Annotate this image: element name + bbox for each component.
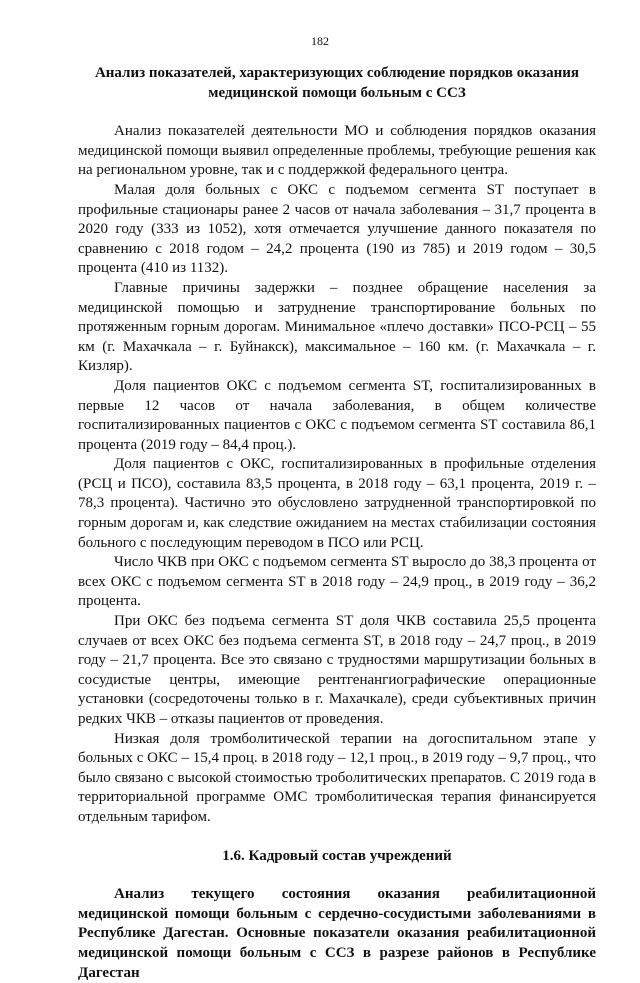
paragraph-6: Число ЧКВ при ОКС с подъемом сегмента ST выросло до 38,3 процента от всех ОКС с подъемом сегмента ST в 2018 году – 24,9 проц., в 2019 году – 36,2 процента. <box>78 554 596 610</box>
paragraph-5: Доля пациентов с ОКС, госпитализированных в профильные отделения (РСЦ и ПСО), составила 83,5 процента, в 2018 году – 63,1 процента, 2019 г. – 78,3 процента). Частично это обусловлено затрудненной транспортировкой по горным дорогам и, как следствие ожиданием на местах стабилизации состояния больного с последующим переводом в ПСО или РСЦ. <box>78 456 596 551</box>
paragraph-3: Главные причины задержки – позднее обращение населения за медицинской помощью и затруднение транспортирование больных по протяженным горным дорогам. Минимальное «плечо доставки» ПСО-РСЦ – 55 км (г. Махачкала – г. Буйнакск), максимальное – 160 км. (г. Махачкала – г. Кизляр). <box>78 279 596 375</box>
page-content <box>78 64 596 983</box>
subsection-bold-paragraph: Анализ текущего состояния оказания реабилитационной медицинской помощи больным с сердечно-сосудистыми заболеваниями в Республике Дагестан. Основные показатели оказания реабилитационной медицинской помощи больным с ССЗ в разрезе районов в Республике Дагестан <box>78 886 596 981</box>
paragraph-7: При ОКС без подъема сегмента ST доля ЧКВ составила 25,5 процента случаев от всех ОКС без подъема сегмента ST, в 2018 году – 24,7 проц., в 2019 году – 21,7 процента. Все это связано с трудностями маршрутизации больных в сосудистые центры, имеющие рентгенангиографические операционные установки (сосредоточены только в г. Махачкале), среди субъективных причин редких ЧКВ – отказы пациентов от проведения. <box>78 613 596 727</box>
paragraph-2: Малая доля больных с ОКС с подъемом сегмента ST поступает в профильные стационары ранее 2 часов от начала заболевания – 31,7 процента в 2020 году (333 из 1052), хотя отмечается улучшение данного показателя по сравнению с 2018 годом – 24,2 процента (190 из 785) и 2019 годом – 30,5 процента (410 из 1132). <box>78 181 596 277</box>
subsection-title: 1.6. Кадровый состав учреждений <box>222 847 452 864</box>
paragraph-4: Доля пациентов ОКС с подъемом сегмента ST, госпитализированных в первые 12 часов от начала заболевания, в общем количестве госпитализированных пациентов с ОКС с подъемом сегмента ST составила 86,1 процента (2019 году – 84,4 проц.). <box>78 377 596 453</box>
paragraph-8: Низкая доля тромболитической терапии на догоспитальном этапе у больных с ОКС – 15,4 проц. в 2018 году – 12,1 проц., в 2019 году – 9,7 проц., что было связано с высокой стоимостью троболитических препаратов. С 2019 года в территориальной программе ОМС тромболитическая терапия финансируется отдельным тарифом. <box>78 730 596 825</box>
page-number: 182 <box>311 34 329 48</box>
paragraph-1: Анализ показателей деятельности МО и соблюдения порядков оказания медицинской помощи выявил определенные проблемы, требующие решения как на региональном уровне, так и с поддержкой федерального центра. <box>78 123 596 179</box>
section-title: Анализ показателей, характеризующих соблюдение порядков оказания медицинской помощи больным с ССЗ <box>94 65 580 101</box>
